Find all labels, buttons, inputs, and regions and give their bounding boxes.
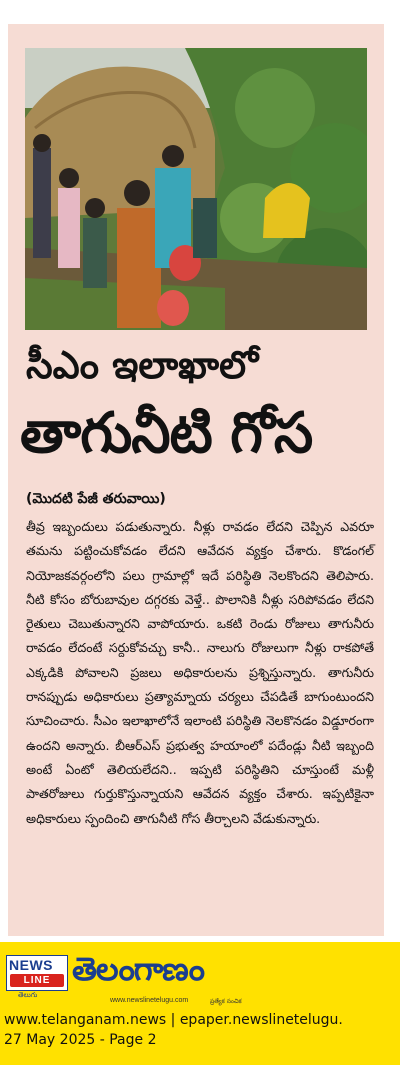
logo-news-text: NEWS: [9, 957, 53, 973]
masthead-title: తెలంగాణం: [72, 950, 204, 988]
footer-urls[interactable]: www.telanganam.news | epaper.newslinetelugu.: [4, 1012, 343, 1028]
masthead-tag: ప్రత్యేక సంచిక: [210, 998, 242, 1005]
masthead-url[interactable]: www.newslinetelugu.com: [110, 997, 189, 1004]
article-headline: తాగునీటి గోస: [20, 401, 313, 466]
footer-banner: [0, 942, 400, 1065]
footer-date-page: 27 May 2025 - Page 2: [4, 1032, 157, 1048]
news-clipping: [8, 24, 384, 936]
logo-subtitle: తెలుగు: [18, 991, 38, 999]
article-photo: [25, 48, 367, 330]
article-subhead: (మొదటి పేజీ తరువాయి): [26, 491, 166, 507]
article-kicker: సీఎం ఇలాఖాలో: [26, 343, 259, 387]
logo-line-text: LINE: [10, 974, 64, 987]
newsline-logo[interactable]: [6, 955, 68, 991]
article-body: తీవ్ర ఇబ్బందులు పడుతున్నారు. నీళ్లు రావడం లేదని చెప్పిన ఎవరూ తమను పట్టించుకోవడం లేదని ఆవేదన వ్యక్తం చేశారు. కొడంగల్ నియోజకవర్గంలోని పలు గ్రామాల్లో ఇదే పరిస్థితి నెలకొందని తెలిపారు. నీటి కోసం బోరుబావుల దగ్గరకు వెళ్తే.. పొలానికి నీళ్లు సరిపోవడం లేదని రైతులు చెబుతున్నారని వాపోయారు. ఒకటి రెండు రోజులు తాగునీరు రావడం లేదంటే సర్దుకోవచ్చు కానీ.. నాలుగు రోజులుగా నీళ్లు రాకపోతే ఎక్కడికి పోవాలని ప్రజలు అధికారులను ప్రశ్నిస్తున్నారు. తాగునీరు రానప్పుడు అధికారులు ప్రత్యామ్నాయ చర్యలు చేపడితే బాగుంటుందని సూచించారు. సీఎం ఇలాఖాలోనే ఇలాంటి పరిస్థితి నెలకొనడం విడ్డూరంగా ఉందని అన్నారు. బీఆర్ఎస్ ప్రభుత్వ హయాంలో పదేండ్లు నీటి ఇబ్బంది అంటే ఏంటో తెలియలేదని.. ఇప్పటి పరిస్థితిని చూస్తుంటే మళ్లీ పాతరోజులు గుర్తుకొస్తున్నాయని ఆవేదన వ్యక్తం చేశారు. ఇప్పటికైనా అధికారులు స్పందించి తాగునీటి గోస తీర్చాలని వేడుకున్నారు.: [26, 519, 374, 826]
photo-illustration: [25, 48, 367, 330]
